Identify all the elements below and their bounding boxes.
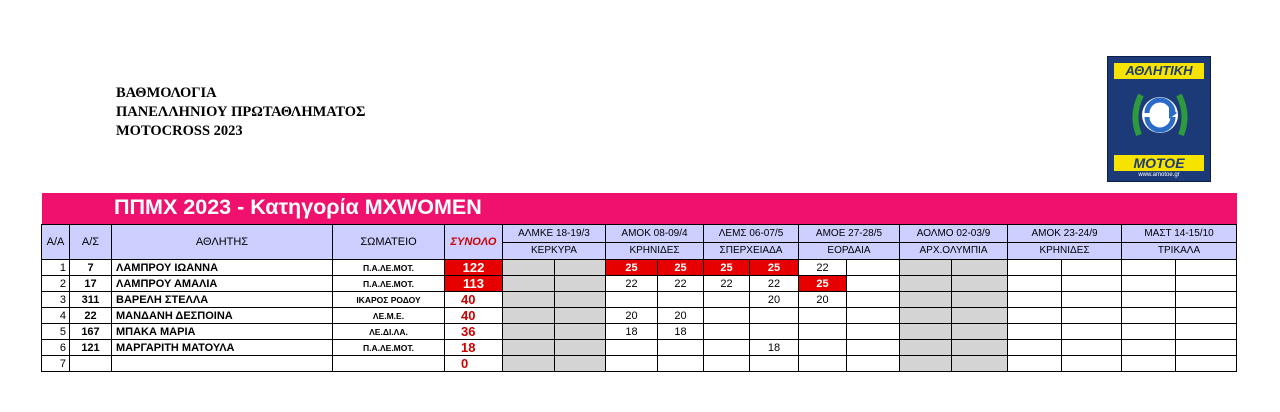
score-cell: 18 xyxy=(750,340,799,356)
score-cell xyxy=(1176,276,1237,292)
score-cell xyxy=(606,340,658,356)
row-index: 4 xyxy=(42,308,70,324)
event-name: ΑΛΜΚΕ 18-19/3 xyxy=(503,225,606,243)
standings-table xyxy=(41,224,1237,372)
score-cell xyxy=(952,340,1008,356)
score-cell: 25 xyxy=(750,260,799,276)
score-cell xyxy=(1122,308,1176,324)
score-cell xyxy=(503,260,555,276)
row-index: 5 xyxy=(42,324,70,340)
header-total: ΣΥΝΟΛΟ xyxy=(445,225,503,260)
rider-club: ΛΕ.ΔΙ.ΛΑ. xyxy=(333,324,445,340)
banner-title: ΠΠΜΧ 2023 - Κατηγορία MXWOMEN xyxy=(114,195,482,219)
rider-club: Π.Α.ΛΕ.ΜΟΤ. xyxy=(333,276,445,292)
heading-line-1: ΒΑΘΜΟΛΟΓΙΑ xyxy=(116,85,217,101)
score-cell xyxy=(1122,276,1176,292)
score-cell xyxy=(900,356,952,372)
score-cell: 25 xyxy=(658,260,704,276)
score-cell xyxy=(799,324,847,340)
score-cell xyxy=(847,340,900,356)
score-cell xyxy=(952,276,1008,292)
score-cell xyxy=(1062,308,1122,324)
score-cell xyxy=(704,292,750,308)
score-cell xyxy=(750,356,799,372)
rider-club: ΛΕ.Μ.Ε. xyxy=(333,308,445,324)
score-cell xyxy=(503,356,555,372)
event-name: ΑΜΟΚ 23-24/9 xyxy=(1008,225,1122,243)
header-aa: Α/Α xyxy=(42,225,70,260)
score-cell xyxy=(503,340,555,356)
federation-logo xyxy=(1107,56,1211,182)
event-name: ΑΜΟΚ 08-09/4 xyxy=(606,225,704,243)
rider-name: ΜΑΝΔΑΝΗ ΔΕΣΠΟΙΝΑ xyxy=(112,308,333,324)
score-cell xyxy=(1008,276,1062,292)
rider-club: ΙΚΑΡΟΣ ΡΟΔΟΥ xyxy=(333,292,445,308)
rider-number xyxy=(70,356,112,372)
rider-total: 18 xyxy=(445,340,503,356)
score-cell xyxy=(1062,324,1122,340)
row-index: 6 xyxy=(42,340,70,356)
score-cell: 20 xyxy=(750,292,799,308)
event-name: ΑΟΛΜΟ 02-03/9 xyxy=(900,225,1008,243)
score-cell xyxy=(555,356,606,372)
table-row xyxy=(42,340,1237,356)
rider-total: 122 xyxy=(445,260,503,276)
rider-number: 22 xyxy=(70,308,112,324)
header-club: ΣΩΜΑΤΕΙΟ xyxy=(333,225,445,260)
rider-total: 40 xyxy=(445,308,503,324)
rider-name: ΜΠΑΚΑ ΜΑΡΙΑ xyxy=(112,324,333,340)
score-cell xyxy=(847,308,900,324)
heading-line-2: ΠΑΝΕΛΛΗΝΙΟΥ ΠΡΩΤΑΘΛΗΜΑΤΟΣ xyxy=(116,104,366,120)
score-cell xyxy=(1176,308,1237,324)
score-cell xyxy=(704,324,750,340)
score-cell xyxy=(847,324,900,340)
score-cell: 22 xyxy=(704,276,750,292)
score-cell xyxy=(1062,292,1122,308)
score-cell xyxy=(658,292,704,308)
score-cell xyxy=(555,308,606,324)
score-cell xyxy=(952,356,1008,372)
rider-club: Π.Α.ΛΕ.ΜΟΤ. xyxy=(333,340,445,356)
score-cell xyxy=(1122,260,1176,276)
score-cell: 18 xyxy=(658,324,704,340)
table-row xyxy=(42,292,1237,308)
score-cell xyxy=(847,292,900,308)
score-cell xyxy=(952,292,1008,308)
rider-total: 36 xyxy=(445,324,503,340)
score-cell: 20 xyxy=(658,308,704,324)
score-cell xyxy=(1062,260,1122,276)
score-cell: 22 xyxy=(799,260,847,276)
event-name: ΜΑΣΤ 14-15/10 xyxy=(1122,225,1237,243)
logo-bottom-text: ΜΟΤΟΕ xyxy=(1114,155,1204,171)
rider-number: 121 xyxy=(70,340,112,356)
rider-total: 0 xyxy=(445,356,503,372)
rider-name: ΛΑΜΠΡΟΥ ΙΩΑΝΝΑ xyxy=(112,260,333,276)
score-cell xyxy=(799,340,847,356)
score-cell: 25 xyxy=(799,276,847,292)
score-cell xyxy=(1122,356,1176,372)
score-cell xyxy=(503,324,555,340)
laurel-arrow-emblem-icon xyxy=(1129,83,1191,147)
score-cell xyxy=(1062,340,1122,356)
score-cell xyxy=(555,340,606,356)
score-cell xyxy=(952,324,1008,340)
score-cell xyxy=(503,276,555,292)
score-cell xyxy=(606,292,658,308)
score-cell xyxy=(658,340,704,356)
table-row xyxy=(42,276,1237,292)
event-name: ΛΕΜΣ 06-07/5 xyxy=(704,225,799,243)
score-cell xyxy=(799,356,847,372)
row-index: 7 xyxy=(42,356,70,372)
score-cell xyxy=(952,308,1008,324)
score-cell: 22 xyxy=(750,276,799,292)
score-cell xyxy=(847,260,900,276)
score-cell xyxy=(1008,356,1062,372)
row-index: 2 xyxy=(42,276,70,292)
header-as: Α/Σ xyxy=(70,225,112,260)
score-cell xyxy=(900,292,952,308)
score-cell xyxy=(799,308,847,324)
score-cell xyxy=(1176,260,1237,276)
score-cell xyxy=(555,324,606,340)
score-cell xyxy=(847,356,900,372)
row-index: 1 xyxy=(42,260,70,276)
event-location: ΑΡΧ.ΟΛΥΜΠΙΑ xyxy=(900,242,1008,260)
table-row xyxy=(42,260,1237,276)
event-location: ΚΕΡΚΥΡΑ xyxy=(503,242,606,260)
logo-top-text: ΑΘΛΗΤΙΚΗ xyxy=(1114,63,1204,79)
score-cell xyxy=(900,276,952,292)
score-cell xyxy=(1008,260,1062,276)
table-row xyxy=(42,308,1237,324)
event-location: ΕΟΡΔΑΙΑ xyxy=(799,242,900,260)
score-cell xyxy=(847,276,900,292)
table-row xyxy=(42,324,1237,340)
score-cell xyxy=(704,356,750,372)
rider-name: ΜΑΡΓΑΡΙΤΗ ΜΑΤΟΥΛΑ xyxy=(112,340,333,356)
rider-number: 311 xyxy=(70,292,112,308)
score-cell xyxy=(1176,292,1237,308)
event-location: ΣΠΕΡΧΕΙΑΔΑ xyxy=(704,242,799,260)
score-cell xyxy=(704,340,750,356)
score-cell: 20 xyxy=(606,308,658,324)
score-cell xyxy=(750,308,799,324)
score-cell xyxy=(1122,340,1176,356)
event-location: ΚΡΗΝΙΔΕΣ xyxy=(606,242,704,260)
score-cell: 25 xyxy=(704,260,750,276)
row-index: 3 xyxy=(42,292,70,308)
score-cell: 22 xyxy=(606,276,658,292)
score-cell xyxy=(750,324,799,340)
header-athlete: ΑΘΛΗΤΗΣ xyxy=(112,225,333,260)
rider-total: 113 xyxy=(445,276,503,292)
score-cell xyxy=(1008,308,1062,324)
rider-name: ΛΑΜΠΡΟΥ ΑΜΑΛΙΑ xyxy=(112,276,333,292)
score-cell: 25 xyxy=(606,260,658,276)
score-cell xyxy=(555,260,606,276)
score-cell xyxy=(503,308,555,324)
score-cell xyxy=(1008,340,1062,356)
score-cell xyxy=(1176,324,1237,340)
rider-name: ΒΑΡΕΛΗ ΣΤΕΛΛΑ xyxy=(112,292,333,308)
rider-number: 17 xyxy=(70,276,112,292)
score-cell: 20 xyxy=(799,292,847,308)
score-cell xyxy=(1008,324,1062,340)
score-cell xyxy=(704,308,750,324)
event-location: ΤΡΙΚΑΛΑ xyxy=(1122,242,1237,260)
rider-name xyxy=(112,356,333,372)
score-cell xyxy=(900,308,952,324)
heading-line-3: MOTOCROSS 2023 xyxy=(116,123,243,139)
score-cell xyxy=(952,260,1008,276)
score-cell xyxy=(1122,292,1176,308)
rider-total: 40 xyxy=(445,292,503,308)
score-cell xyxy=(900,260,952,276)
score-cell xyxy=(1122,324,1176,340)
rider-number: 167 xyxy=(70,324,112,340)
rider-club xyxy=(333,356,445,372)
event-name: ΑΜΟΕ 27-28/5 xyxy=(799,225,900,243)
score-cell xyxy=(503,292,555,308)
score-cell xyxy=(606,356,658,372)
score-cell xyxy=(555,292,606,308)
score-cell: 18 xyxy=(606,324,658,340)
event-location: ΚΡΗΝΙΔΕΣ xyxy=(1008,242,1122,260)
rider-club: Π.Α.ΛΕ.ΜΟΤ. xyxy=(333,260,445,276)
score-cell: 22 xyxy=(658,276,704,292)
score-cell xyxy=(555,276,606,292)
document-heading xyxy=(116,84,366,141)
score-cell xyxy=(658,356,704,372)
table-row xyxy=(42,356,1237,372)
score-cell xyxy=(1176,356,1237,372)
score-cell xyxy=(900,324,952,340)
score-cell xyxy=(900,340,952,356)
score-cell xyxy=(1062,356,1122,372)
category-banner xyxy=(42,193,1237,224)
score-cell xyxy=(1062,276,1122,292)
score-cell xyxy=(1176,340,1237,356)
rider-number: 7 xyxy=(70,260,112,276)
score-cell xyxy=(1008,292,1062,308)
logo-url: www.amotoe.gr xyxy=(1138,172,1180,178)
